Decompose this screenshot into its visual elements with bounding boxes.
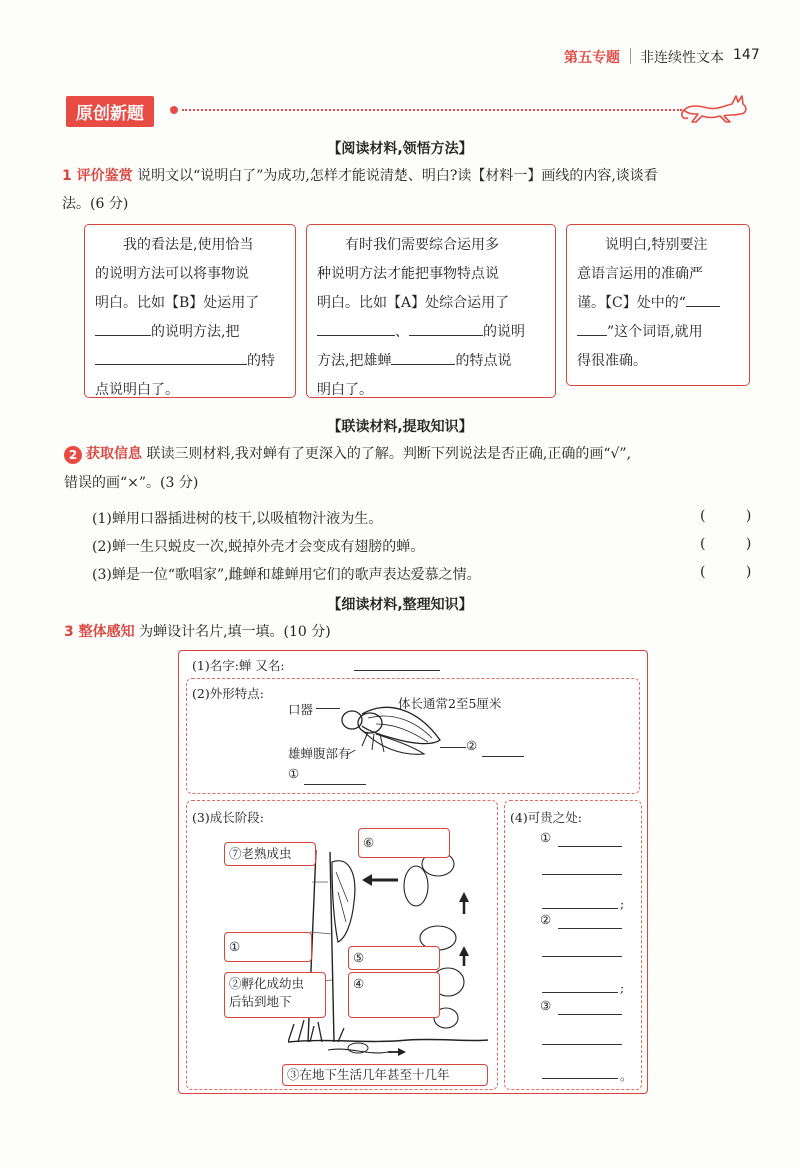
- box1-line5: 的特: [247, 353, 275, 369]
- box1-line6: 点说明白了。: [95, 382, 179, 398]
- stage-5-box[interactable]: [348, 946, 440, 970]
- question-2-label: 获取信息: [86, 446, 142, 462]
- question-2-line1: 联读三则材料,我对蝉有了更深入的了解。判断下列说法是否正确,正确的画“√”,: [146, 446, 632, 462]
- value-1-line-1[interactable]: [558, 846, 622, 847]
- question-2-line2: 错误的画“×”。(3 分): [64, 475, 199, 491]
- stage-2-line2: 后钻到地下: [229, 994, 292, 1009]
- box3-blank-a[interactable]: [686, 292, 720, 307]
- blank-2-label: ②: [466, 738, 478, 753]
- box1-line1: 我的看法是,使用恰当: [123, 237, 254, 253]
- stage-7-label: ⑦老熟成虫: [224, 842, 316, 866]
- stage-1-box[interactable]: [224, 932, 312, 962]
- opinion-box-3: [566, 224, 750, 386]
- statement-2: (2)蝉一生只蜕皮一次,蜕掉外壳才会变成有翅膀的蝉。: [92, 539, 425, 555]
- badge-dotted-line: [182, 109, 682, 111]
- wing-blank[interactable]: [482, 742, 524, 757]
- box1-line3: 明白。比如【B】处运用了: [95, 295, 260, 311]
- opinion-box-2: [306, 224, 556, 398]
- mouthpart-label: 口器: [288, 702, 314, 717]
- statement-1: (1)蝉用口器插进树的枝干,以吸植物汁液为生。: [92, 511, 383, 527]
- value-1-line-2[interactable]: [542, 874, 622, 875]
- stage-3-label: ③在地下生活几年甚至十几年: [282, 1064, 488, 1086]
- value-3-period: 。: [620, 1068, 633, 1083]
- stage-5-label: ⑤: [353, 950, 365, 965]
- stage-1-label: ①: [229, 939, 241, 954]
- question-1-line1: 说明文以“说明白了”为成功,怎样才能说清楚、明白?读【材料一】画线的内容,谈谈看: [137, 168, 658, 184]
- value-label: (4)可贵之处:: [510, 810, 582, 825]
- value-2-label: ②: [540, 912, 552, 927]
- stage-2-box: [224, 972, 326, 1018]
- box1-line2: 的说明方法可以将事物说: [95, 266, 249, 282]
- question-1-label: 1 评价鉴赏: [62, 168, 133, 184]
- abdomen-label: 雄蝉腹部有: [288, 746, 351, 761]
- box3-line4: ”这个词语,就用: [607, 324, 703, 340]
- box2-line6: 明白了。: [317, 382, 373, 398]
- value-2-semicolon: ;: [620, 980, 625, 995]
- box2-blank-feature[interactable]: [391, 350, 455, 365]
- stage-4-label: ④: [353, 976, 365, 991]
- box1-blank-feature[interactable]: [95, 350, 247, 365]
- stage-2-line1: ②孵化成幼虫: [229, 976, 305, 991]
- body-length-label: 体长通常2至5厘米: [398, 696, 502, 711]
- box2-line5b: 的特点说: [455, 353, 512, 369]
- value-3-line-1[interactable]: [558, 1014, 622, 1015]
- value-1-line-3[interactable]: [542, 908, 618, 909]
- question-2-number-icon: 2: [64, 446, 82, 464]
- value-3-line-3[interactable]: [542, 1078, 618, 1079]
- answer-paren-1[interactable]: ( ): [700, 508, 770, 524]
- value-2-line-1[interactable]: [558, 928, 622, 929]
- chapter-title: 非连续性文本: [640, 50, 724, 66]
- value-1-label: ①: [540, 830, 552, 845]
- box3-line1: 说明白,特别要注: [605, 237, 708, 253]
- alias-blank[interactable]: [354, 656, 440, 671]
- box3-blank-b[interactable]: [577, 321, 607, 336]
- original-question-badge: 原创新题: [66, 96, 154, 127]
- value-3-line-2[interactable]: [542, 1044, 622, 1045]
- box1-blank-method[interactable]: [95, 321, 151, 336]
- box3-line5: 得很准确。: [577, 353, 647, 369]
- box2-line3: 明白。比如【A】处综合运用了: [317, 295, 510, 311]
- question-3: [64, 618, 331, 646]
- section-title-detail: 【细读材料,整理知识】: [327, 597, 473, 613]
- header-divider: [630, 48, 631, 64]
- value-2-line-3[interactable]: [542, 992, 618, 993]
- box2-line5a: 方法,把雄蝉: [317, 353, 392, 369]
- question-1: [62, 162, 762, 218]
- stage-6-box[interactable]: [358, 828, 450, 858]
- shape-label: (2)外形特点:: [192, 686, 264, 701]
- box2-blank-method-1[interactable]: [317, 321, 395, 336]
- value-1-semicolon: ;: [620, 896, 625, 911]
- box2-line4: 的说明: [483, 324, 525, 340]
- section-title-link: 【联读材料,提取知识】: [327, 419, 473, 435]
- box2-line2: 种说明方法才能把事物特点说: [317, 266, 499, 282]
- question-1-line2: 法。(6 分): [62, 196, 129, 212]
- blank-1-label: ①: [288, 766, 300, 781]
- growth-label: (3)成长阶段:: [192, 810, 264, 825]
- wing-pointer: [440, 747, 466, 748]
- value-section: [504, 800, 642, 1090]
- box3-line3: 谨。【C】处中的“: [577, 295, 686, 311]
- opinion-box-1: [84, 224, 296, 398]
- question-2: [86, 440, 766, 468]
- box3-line2: 意语言运用的准确严: [577, 266, 703, 282]
- badge-dot: [170, 106, 178, 114]
- box2-sep: 、: [395, 324, 409, 340]
- stage-4-box[interactable]: [348, 972, 440, 1018]
- question-3-label: 3 整体感知: [64, 624, 135, 640]
- box1-line4: 的说明方法,把: [151, 324, 240, 340]
- statement-3: (3)蝉是一位“歌唱家”,雌蝉和雄蝉用它们的歌声表达爱慕之情。: [92, 567, 481, 583]
- chapter-tag: 第五专题: [564, 50, 620, 66]
- card-name-label: (1)名字:蝉 又名:: [192, 658, 285, 673]
- answer-paren-2[interactable]: ( ): [700, 536, 770, 552]
- page-number: 147: [733, 47, 760, 63]
- abdomen-blank[interactable]: [304, 770, 366, 785]
- box2-blank-method-2[interactable]: [409, 321, 483, 336]
- box2-line1: 有时我们需要综合运用多: [345, 237, 499, 253]
- value-2-line-2[interactable]: [542, 956, 622, 957]
- answer-paren-3[interactable]: ( ): [700, 564, 770, 580]
- stage-6-label: ⑥: [363, 835, 375, 850]
- question-3-text: 为蝉设计名片,填一填。(10 分): [139, 624, 331, 640]
- section-title-read: 【阅读材料,领悟方法】: [327, 141, 473, 157]
- cat-icon: [680, 84, 752, 126]
- value-3-label: ③: [540, 998, 552, 1013]
